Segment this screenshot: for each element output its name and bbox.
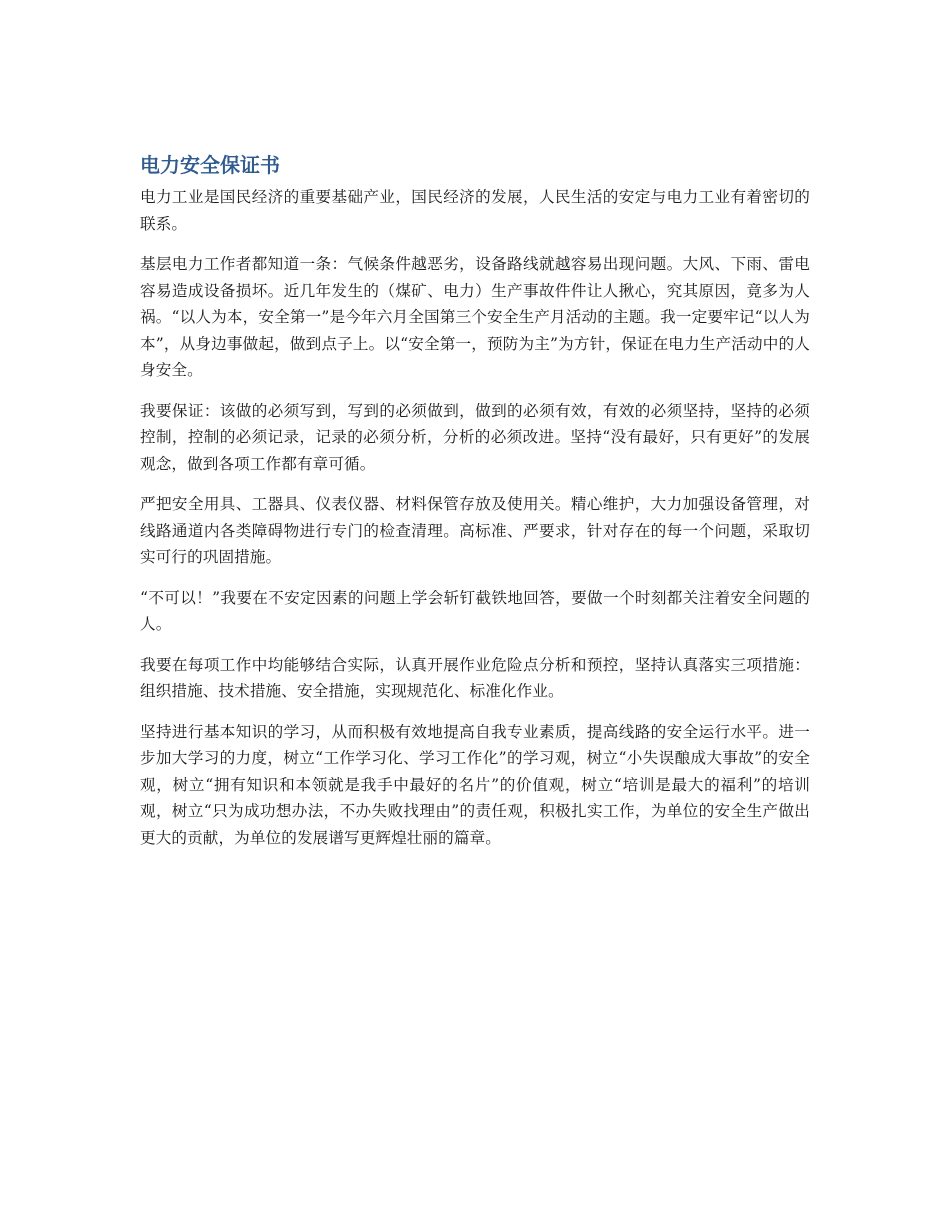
- document-page: [140, 150, 810, 865]
- paragraph-refusal: “不可以！”我要在不安定因素的问题上学会斩钉截铁地回答，要做一个时刻都关注着安全问题的人。: [140, 588, 810, 633]
- paragraph-intro: 电力工业是国民经济的重要基础产业，国民经济的发展，人民生活的安定与电力工业有着密切的联系。: [140, 188, 810, 233]
- paragraph-guarantee: 我要保证：该做的必须写到，写到的必须做到，做到的必须有效，有效的必须坚持，坚持的必须控制，控制的必须记录，记录的必须分析，分析的必须改进。坚持“没有最好，只有更好”的发展观念，做到各项工作都有章可循。: [140, 401, 810, 473]
- paragraph-measures: 我要在每项工作中均能够结合实际，认真开展作业危险点分析和预控，坚持认真落实三项措施：组织措施、技术措施、安全措施，实现规范化、标准化作业。: [140, 655, 810, 700]
- paragraph-weather-safety: 基层电力工作者都知道一条：气候条件越恶劣，设备路线就越容易出现问题。大风、下雨、雷电容易造成设备损坏。近几年发生的（煤矿、电力）生产事故件件让人揪心，究其原因，竟多为人祸。“以人为本，安全第一”是今年六月全国第三个安全生产月活动的主题。我一定要牢记“以人为本”，从身边事做起，做到点子上。以“安全第一，预防为主”为方针，保证在电力生产活动中的人身安全。: [140, 255, 810, 379]
- document-title: 电力安全保证书: [140, 153, 280, 177]
- paragraph-equipment: 严把安全用具、工器具、仪表仪器、材料保管存放及使用关。精心维护，大力加强设备管理，对线路通道内各类障碍物进行专门的检查清理。高标准、严要求，针对存在的每一个问题，采取切实可行的巩固措施。: [140, 495, 810, 566]
- paragraph-learning: 坚持进行基本知识的学习，从而积极有效地提高自我专业素质，提高线路的安全运行水平。进一步加大学习的力度，树立“工作学习化、学习工作化”的学习观，树立“小失误酿成大事故”的安全观，树立“拥有知识和本领就是我手中最好的名片”的价值观，树立“培训是最大的福利”的培训观，树立“只为成功想办法，不办失败找理由”的责任观，积极扎实工作，为单位的安全生产做出更大的贡献，为单位的发展谱写更辉煌壮丽的篇章。: [140, 722, 810, 847]
